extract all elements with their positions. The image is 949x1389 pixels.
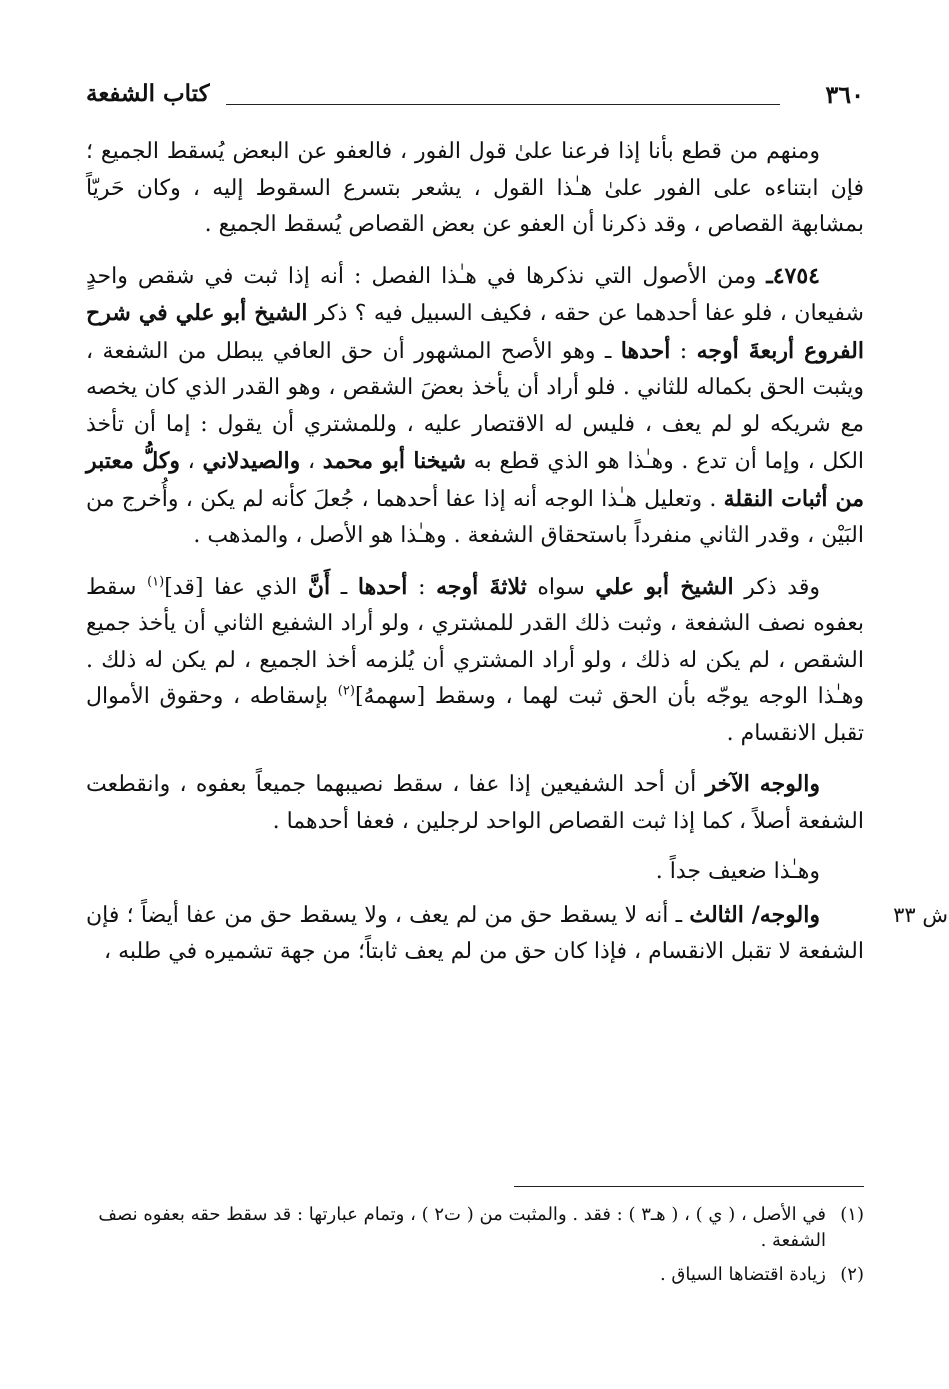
footnote-text: في الأصل ، ( ي ) ، ( هـ٣ ) : فقد . والمثبت من ( ت٢ ) ، وتمام عبارتها : قد سقط حقه بعفوه نصف الشفعة . (98, 1204, 826, 1251)
bold-text: ثلاثةَ أوجه (436, 573, 527, 600)
bold-text: وكلُّ معتبر من أثبات النقلة (86, 448, 864, 512)
text-run: ومن الأصول التي نذكرها في هـٰذا الفصل : أنه إذا ثبت في شقص واحدٍ شفيعان ، فلو عفا أحدهما عن حقه ، فكيف السبيل فيه ؟ ذكر (86, 263, 864, 326)
text-run: وقد ذكر (733, 574, 820, 600)
page-header (86, 78, 864, 110)
bold-text: أَنَّ (307, 573, 331, 600)
paragraph (86, 258, 864, 555)
book-title: كتاب الشفعة (86, 80, 210, 107)
bold-text: أحدها (357, 573, 408, 600)
text-run: ـ (330, 574, 358, 600)
bold-text: الشيخ أبو علي في شرح الفروع أربعةَ أوجه (86, 300, 864, 364)
footnote (86, 1262, 864, 1288)
main-text (86, 134, 948, 985)
text-run: بإسقاطه ، وحقوق الأموال تقبل الانقسام . (86, 684, 864, 746)
paragraph (86, 854, 864, 891)
footnote-ref: (١) (147, 574, 165, 590)
bold-text: والوجه/ الثالث (689, 901, 820, 928)
text-run: ـ وهو الأصح المشهور أن حق العافي يبطل من الشفعة ، ويثبت الحق بكماله للثاني . فلو أراد أن يأخذ بعضَ الشقص ، وهو القدر الذي كان يخصه مع شريكه لو لم يعف ، فليس له الاقتصار عليه ، وللمشتري أن يقول : إما أن تأخذ الكل ، وإما أن تدع . وهـٰذا هو الذي قطع به (86, 338, 865, 474)
text-run: سواه (526, 574, 596, 600)
document-page (86, 78, 948, 1348)
paragraph (86, 134, 864, 244)
footnote-ref: (٢) (337, 683, 355, 699)
bold-text: والوجه الآخر (705, 771, 820, 797)
footnote (86, 1202, 864, 1254)
footnote-separator (514, 1186, 864, 1187)
paragraph (86, 897, 948, 971)
text-run: . وتعليل هـٰذا الوجه أنه إذا عفا أحدهما ، جُعلَ كأنه لم يكن ، وأُخرج من البَيْن ، وقدر الثاني منفرداً باستحقاق الشفعة . وهـٰذا هو الأصل ، والمذهب . (86, 486, 864, 548)
bold-text: والصيدلاني (202, 448, 301, 474)
bold-text: شيخنا أبو محمد (322, 448, 467, 474)
footnotes (86, 1202, 864, 1296)
text-run: ، (179, 449, 203, 474)
text-run: سقط بعفوه نصف الشفعة ، وثبت ذلك القدر للمشتري ، ولو أراد الشفيع الثاني أن يأخذ جميع الشقص ، لم يكن له ذلك ، ولو أراد المشتري أن يُلزمه أخذ الجميع ، لم يكن له ذلك . وهـٰذا الوجه يوجّه بأن الحق ثبت لهما ، وسقط [سهمهُ] (86, 574, 864, 709)
text-run: ، (300, 449, 323, 474)
paragraph (86, 766, 864, 840)
footnote-text: زيادة اقتضاها السياق . (659, 1264, 826, 1285)
paragraph (86, 569, 864, 753)
bold-text: أحدها (620, 337, 671, 364)
text-run: ـ أنه لا يسقط حق من لم يعف ، ولا يسقط حق من عفا أيضاً ؛ فإن الشفعة لا تقبل الانقسام ، فإذا كان حق من لم يعف ثابتاً؛ من جهة تشميره في طلبه ، (86, 902, 864, 964)
page-number: ٣٦٠ (825, 80, 864, 109)
text-run: أن أحد الشفيعين إذا عفا ، سقط نصيبهما جميعاً بعفوه ، وانقطعت الشفعة أصلاً ، كما إذا ثبت القصاص الواحد لرجلين ، فعفا أحدهما . (86, 772, 864, 834)
bold-text: ٤٧٥٤ـ (766, 262, 820, 289)
text-run: الذي عفا [قد] (164, 574, 308, 600)
text-run: : (407, 574, 437, 600)
bold-text: الشيخ أبو علي (595, 573, 734, 600)
header-rule (226, 104, 780, 105)
text-run: : (670, 338, 697, 364)
text-run: وهـٰذا ضعيف جداً . (655, 859, 820, 884)
footnote-number: (٢) (840, 1264, 864, 1285)
text-run: ومنهم من قطع بأنا إذا فرعنا علىٰ قول الفور ، فالعفو عن البعض يُسقط الجميع ؛ فإن ابتناءه على الفور علىٰ هـٰذا القول ، يشعر بتسرع السقوط إليه ، وكان حَريّاً بمشابهة القصاص ، وقد ذكرنا أن العفو عن بعض القصاص يُسقط الجميع . (86, 139, 864, 237)
footnote-number: (١) (840, 1204, 864, 1225)
margin-note: ش ٣٣ (893, 902, 948, 927)
